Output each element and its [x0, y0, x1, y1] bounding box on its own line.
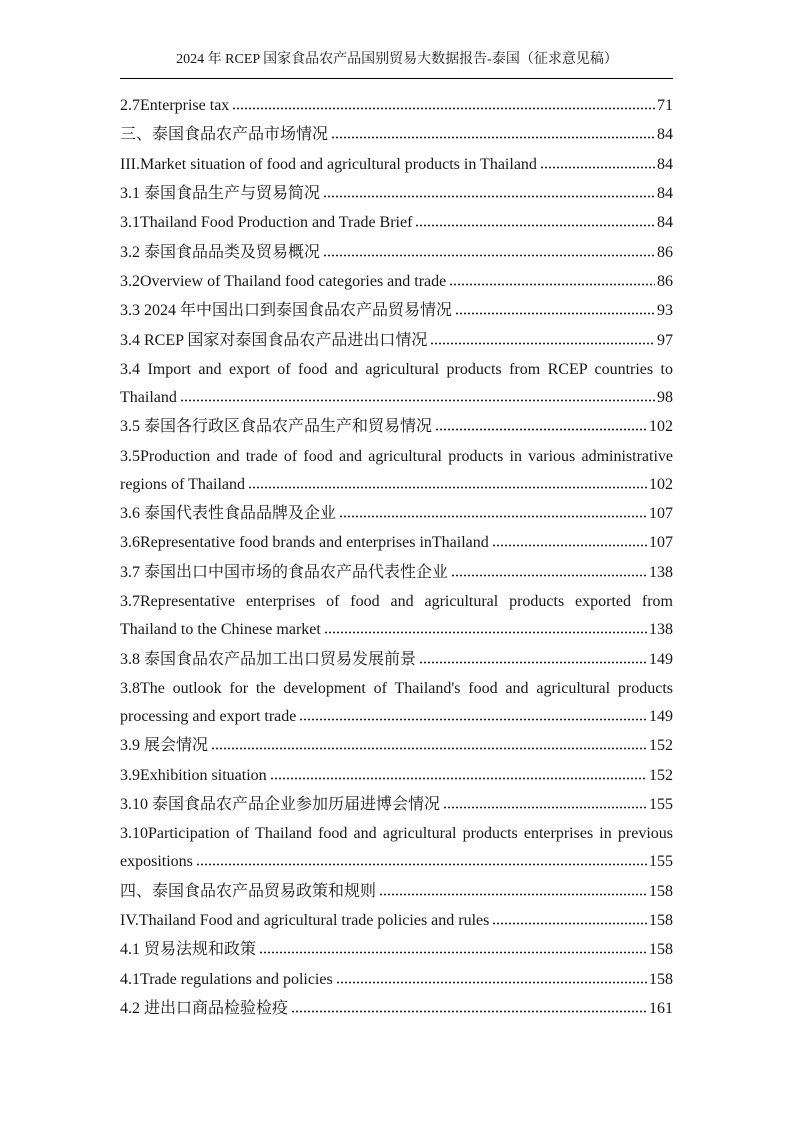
- toc-entry-title: 四、泰国食品农产品贸易政策和规则: [120, 882, 377, 900]
- toc-entry-title: 3.8 泰国食品农产品加工出口贸易发展前景: [120, 650, 417, 668]
- dot-leader: [180, 399, 655, 402]
- toc-entry-title-line: regions of Thailand: [120, 475, 246, 493]
- toc-entry[interactable]: [120, 151, 673, 179]
- toc-entry-title-line: 3.10Participation of Thailand food and agricultural products enterprises in previous: [120, 825, 673, 843]
- toc-entry-title: 3.6 泰国代表性食品品牌及企业: [120, 505, 337, 523]
- toc-entry[interactable]: [120, 675, 673, 731]
- toc-entry[interactable]: [120, 995, 673, 1023]
- dot-leader: [379, 893, 647, 896]
- toc-page-number: 152: [649, 737, 673, 755]
- toc-page-number: 71: [657, 97, 673, 114]
- toc-page-number: 86: [657, 273, 673, 291]
- toc-entry[interactable]: [120, 732, 673, 760]
- dot-leader: [430, 342, 655, 345]
- toc-entry-title: 4.2 进出口商品检验检疫: [120, 999, 289, 1017]
- dot-leader: [248, 486, 647, 489]
- toc-page-number: 155: [649, 853, 673, 871]
- toc-entry-title-line: expositions: [120, 853, 193, 871]
- dot-leader: [540, 166, 655, 169]
- toc-entry[interactable]: [120, 92, 673, 120]
- toc-entry-title: 2.7Enterprise tax: [120, 97, 230, 114]
- toc-entry-title: 3.2Overview of Thailand food categories and trade: [120, 273, 447, 291]
- toc-entry[interactable]: [120, 180, 673, 208]
- toc-page-number: 158: [649, 941, 673, 959]
- toc-entry-title: 3.1Thailand Food Production and Trade Brief: [120, 214, 413, 232]
- toc-entry-title-line: 3.5Production and trade of food and agricultural products in various administrative: [120, 447, 673, 465]
- toc-entry[interactable]: [120, 268, 673, 296]
- toc-entry[interactable]: [120, 646, 673, 674]
- dot-leader: [323, 254, 655, 257]
- toc-entry-title: 3.10 泰国食品农产品企业参加历届进博会情况: [120, 795, 441, 813]
- dot-leader: [323, 195, 655, 198]
- dot-leader: [232, 107, 655, 110]
- dot-leader: [492, 544, 647, 547]
- toc-page-number: 84: [657, 155, 673, 173]
- toc-page-number: 158: [649, 970, 673, 988]
- toc-entry[interactable]: [120, 297, 673, 325]
- dot-leader: [299, 718, 647, 721]
- toc-entry-title-line: 3.4 Import and export of food and agricultural products from RCEP countries to: [120, 361, 673, 379]
- toc-entry[interactable]: [120, 443, 673, 499]
- toc-entry-title: III.Market situation of food and agricultural products in Thailand: [120, 155, 537, 173]
- toc-page-number: 161: [649, 999, 673, 1017]
- dot-leader: [331, 136, 655, 139]
- toc-entry[interactable]: [120, 356, 673, 412]
- toc-entry[interactable]: [120, 500, 673, 528]
- dot-leader: [259, 951, 647, 954]
- dot-leader: [435, 428, 647, 431]
- toc-entry-title-line: Thailand to the Chinese market: [120, 621, 321, 639]
- toc-page-number: 149: [649, 707, 673, 725]
- toc-entry-title: 3.3 2024 年中国出口到泰国食品农产品贸易情况: [120, 302, 453, 320]
- toc-page-number: 86: [657, 243, 673, 261]
- toc-entry-title: 3.2 泰国食品品类及贸易概况: [120, 243, 321, 261]
- toc-entry-title: 4.1Trade regulations and policies: [120, 970, 333, 988]
- toc-entry[interactable]: [120, 907, 673, 935]
- toc-page-number: 158: [649, 882, 673, 900]
- toc-entry[interactable]: [120, 327, 673, 355]
- toc-entry-title: 三、泰国食品农产品市场情况: [120, 126, 329, 144]
- toc-entry[interactable]: [120, 121, 673, 149]
- running-header-title: 2024 年 RCEP 国家食品农产品国别贸易大数据报告-泰国（征求意见稿）: [176, 52, 618, 67]
- dot-leader: [291, 1010, 647, 1013]
- toc-entry-title: 3.7 泰国出口中国市场的食品农产品代表性企业: [120, 563, 449, 581]
- toc-page-number: 84: [657, 185, 673, 203]
- header-rule: [120, 78, 673, 79]
- toc-entry[interactable]: [120, 559, 673, 587]
- dot-leader: [211, 747, 647, 750]
- toc-entry-title: 3.1 泰国食品生产与贸易简况: [120, 185, 321, 203]
- dot-leader: [415, 224, 655, 227]
- dot-leader: [339, 515, 647, 518]
- toc-entry[interactable]: [120, 762, 673, 790]
- toc-entry[interactable]: [120, 820, 673, 876]
- toc-page-number: 152: [649, 766, 673, 784]
- toc-page-number: 138: [649, 621, 673, 639]
- toc-page-number: 102: [649, 418, 673, 436]
- toc-entry-title-line: Thailand: [120, 389, 177, 407]
- toc-entry-title-line: 3.8The outlook for the development of Thailand's food and agricultural products: [120, 679, 673, 697]
- toc-entry[interactable]: [120, 239, 673, 267]
- dot-leader: [449, 283, 655, 286]
- toc-entry-title: 3.5 泰国各行政区食品农产品生产和贸易情况: [120, 418, 433, 436]
- toc-entry[interactable]: [120, 791, 673, 819]
- toc-entry-title: 3.4 RCEP 国家对泰国食品农产品进出口情况: [120, 331, 428, 349]
- toc-page-number: 97: [657, 331, 673, 349]
- toc-page-number: 155: [649, 795, 673, 813]
- dot-leader: [336, 981, 647, 984]
- dot-leader: [419, 661, 647, 664]
- dot-leader: [451, 574, 647, 577]
- toc-page-number: 102: [649, 475, 673, 493]
- toc-entry-title: 3.9 展会情况: [120, 737, 209, 755]
- dot-leader: [455, 312, 655, 315]
- toc-entry-title-line: 3.7Representative enterprises of food and agricultural products exported from: [120, 593, 673, 611]
- table-of-contents: [120, 92, 673, 1024]
- toc-page-number: 138: [649, 563, 673, 581]
- dot-leader: [492, 922, 647, 925]
- toc-entry[interactable]: [120, 529, 673, 557]
- toc-entry[interactable]: [120, 588, 673, 644]
- toc-page-number: 98: [657, 389, 673, 407]
- toc-page-number: 107: [649, 505, 673, 523]
- toc-page-number: 84: [657, 214, 673, 232]
- toc-entry[interactable]: [120, 209, 673, 237]
- toc-page-number: 93: [657, 302, 673, 320]
- toc-entry-title: 4.1 贸易法规和政策: [120, 941, 257, 959]
- toc-entry-title: 3.9Exhibition situation: [120, 766, 267, 784]
- dot-leader: [324, 631, 647, 634]
- toc-page-number: 107: [649, 534, 673, 552]
- toc-page-number: 84: [657, 126, 673, 144]
- toc-page-number: 158: [649, 911, 673, 929]
- dot-leader: [270, 777, 647, 780]
- dot-leader: [196, 863, 647, 866]
- dot-leader: [443, 806, 647, 809]
- toc-entry[interactable]: [120, 966, 673, 994]
- toc-entry-title-line: processing and export trade: [120, 707, 297, 725]
- toc-entry[interactable]: [120, 413, 673, 441]
- toc-entry[interactable]: [120, 878, 673, 906]
- toc-entry-title: 3.6Representative food brands and enterprises inThailand: [120, 534, 489, 552]
- toc-entry-title: IV.Thailand Food and agricultural trade policies and rules: [120, 911, 490, 929]
- toc-entry[interactable]: [120, 936, 673, 964]
- toc-page-number: 149: [649, 650, 673, 668]
